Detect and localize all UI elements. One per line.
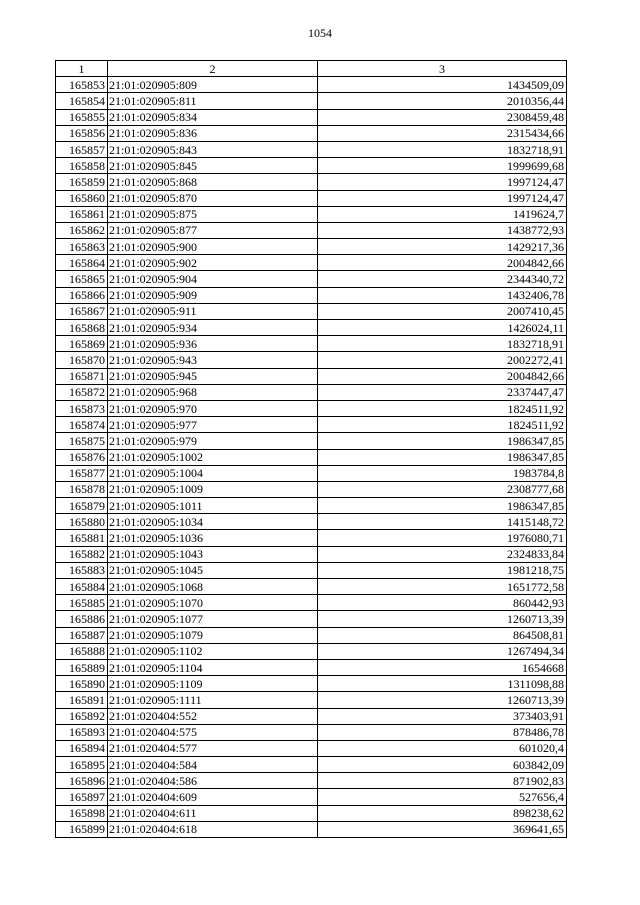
cadastral-value-cell: 1983784,8 (318, 465, 567, 481)
row-number-cell: 165855 (56, 109, 108, 125)
row-number-cell: 165880 (56, 514, 108, 530)
row-number-cell: 165898 (56, 805, 108, 821)
row-number-cell: 165872 (56, 384, 108, 400)
table-row (56, 255, 567, 271)
page-number: 1054 (308, 26, 332, 40)
cadastral-number-cell: 21:01:020905:1036 (108, 530, 318, 546)
row-number-cell: 165870 (56, 352, 108, 368)
cadastral-value-cell: 1426024,11 (318, 320, 567, 336)
row-number-cell: 165866 (56, 287, 108, 303)
cadastral-number-cell: 21:01:020404:552 (108, 708, 318, 724)
cadastral-number-cell: 21:01:020404:609 (108, 789, 318, 805)
table-row (56, 336, 567, 352)
cadastral-value-cell: 864508,81 (318, 627, 567, 643)
table-row (56, 190, 567, 206)
table-row (56, 579, 567, 595)
column-header-2: 2 (108, 61, 318, 77)
table-row (56, 320, 567, 336)
row-number-cell: 165885 (56, 595, 108, 611)
cadastral-number-cell: 21:01:020905:875 (108, 206, 318, 222)
cadastral-value-cell: 1997124,47 (318, 174, 567, 190)
table-row (56, 562, 567, 578)
row-number-cell: 165874 (56, 417, 108, 433)
row-number-cell: 165857 (56, 141, 108, 157)
row-number-cell: 165891 (56, 692, 108, 708)
cadastral-number-cell: 21:01:020404:577 (108, 740, 318, 756)
header-row (56, 61, 567, 77)
cadastral-value-cell: 2002272,41 (318, 352, 567, 368)
cadastral-value-cell: 1981218,75 (318, 562, 567, 578)
column-header-3: 3 (318, 61, 567, 77)
row-number-cell: 165883 (56, 562, 108, 578)
row-number-cell: 165859 (56, 174, 108, 190)
table-body (56, 77, 567, 838)
cadastral-number-cell: 21:01:020905:945 (108, 368, 318, 384)
cadastral-number-cell: 21:01:020404:584 (108, 757, 318, 773)
cadastral-value-cell: 1429217,36 (318, 239, 567, 255)
table-row (56, 271, 567, 287)
row-number-cell: 165884 (56, 579, 108, 595)
table-row (56, 93, 567, 109)
cadastral-value-cell: 1651772,58 (318, 579, 567, 595)
row-number-cell: 165865 (56, 271, 108, 287)
cadastral-number-cell: 21:01:020905:1079 (108, 627, 318, 643)
cadastral-number-cell: 21:01:020404:575 (108, 724, 318, 740)
cadastral-value-cell: 373403,91 (318, 708, 567, 724)
table-row (56, 708, 567, 724)
table-row (56, 676, 567, 692)
row-number-cell: 165879 (56, 498, 108, 514)
table-row (56, 530, 567, 546)
table-row (56, 433, 567, 449)
cadastral-value-cell: 369641,65 (318, 821, 567, 837)
cadastral-value-cell: 1832718,91 (318, 141, 567, 157)
row-number-cell: 165876 (56, 449, 108, 465)
row-number-cell: 165873 (56, 400, 108, 416)
cadastral-number-cell: 21:01:020905:911 (108, 303, 318, 319)
cadastral-value-cell: 1986347,85 (318, 433, 567, 449)
cadastral-number-cell: 21:01:020905:968 (108, 384, 318, 400)
cadastral-value-cell: 1999699,68 (318, 158, 567, 174)
table-row (56, 821, 567, 837)
table-row (56, 449, 567, 465)
cadastral-number-cell: 21:01:020905:1068 (108, 579, 318, 595)
cadastral-value-cell: 1311098,88 (318, 676, 567, 692)
cadastral-value-cell: 1260713,39 (318, 611, 567, 627)
table-row (56, 287, 567, 303)
cadastral-number-cell: 21:01:020905:1109 (108, 676, 318, 692)
row-number-cell: 165875 (56, 433, 108, 449)
row-number-cell: 165862 (56, 222, 108, 238)
cadastral-value-cell: 860442,93 (318, 595, 567, 611)
table-row (56, 222, 567, 238)
table-row (56, 206, 567, 222)
table-row (56, 400, 567, 416)
cadastral-number-cell: 21:01:020905:1102 (108, 643, 318, 659)
table-row (56, 239, 567, 255)
cadastral-value-cell: 871902,83 (318, 773, 567, 789)
cadastral-value-cell: 898238,62 (318, 805, 567, 821)
cadastral-number-cell: 21:01:020905:909 (108, 287, 318, 303)
cadastral-number-cell: 21:01:020905:934 (108, 320, 318, 336)
table-row (56, 352, 567, 368)
cadastral-number-cell: 21:01:020905:834 (108, 109, 318, 125)
row-number-cell: 165894 (56, 740, 108, 756)
cadastral-number-cell: 21:01:020905:843 (108, 141, 318, 157)
cadastral-value-cell: 1438772,93 (318, 222, 567, 238)
cadastral-number-cell: 21:01:020905:1070 (108, 595, 318, 611)
table-row (56, 109, 567, 125)
row-number-cell: 165886 (56, 611, 108, 627)
cadastral-number-cell: 21:01:020905:1077 (108, 611, 318, 627)
row-number-cell: 165878 (56, 481, 108, 497)
cadastral-number-cell: 21:01:020404:586 (108, 773, 318, 789)
cadastral-value-cell: 2315434,66 (318, 125, 567, 141)
cadastral-number-cell: 21:01:020905:1011 (108, 498, 318, 514)
cadastral-value-cell: 1432406,78 (318, 287, 567, 303)
table-row (56, 498, 567, 514)
row-number-cell: 165882 (56, 546, 108, 562)
row-number-cell: 165869 (56, 336, 108, 352)
row-number-cell: 165890 (56, 676, 108, 692)
cadastral-number-cell: 21:01:020905:1009 (108, 481, 318, 497)
row-number-cell: 165897 (56, 789, 108, 805)
row-number-cell: 165853 (56, 77, 108, 93)
table-row (56, 773, 567, 789)
row-number-cell: 165889 (56, 659, 108, 675)
cadastral-number-cell: 21:01:020905:977 (108, 417, 318, 433)
table-header (56, 61, 567, 77)
row-number-cell: 165868 (56, 320, 108, 336)
cadastral-number-cell: 21:01:020905:845 (108, 158, 318, 174)
cadastral-value-cell: 1824511,92 (318, 417, 567, 433)
table-row (56, 481, 567, 497)
table-row (56, 125, 567, 141)
column-header-1: 1 (56, 61, 108, 77)
cadastral-number-cell: 21:01:020905:1004 (108, 465, 318, 481)
cadastral-value-cell: 1415148,72 (318, 514, 567, 530)
table-row (56, 805, 567, 821)
cadastral-value-cell: 1976080,71 (318, 530, 567, 546)
cadastral-value-cell: 878486,78 (318, 724, 567, 740)
row-number-cell: 165895 (56, 757, 108, 773)
row-number-cell: 165877 (56, 465, 108, 481)
cadastral-value-cell: 2344340,72 (318, 271, 567, 287)
table-row (56, 627, 567, 643)
cadastral-value-cell: 2324833,84 (318, 546, 567, 562)
row-number-cell: 165896 (56, 773, 108, 789)
row-number-cell: 165893 (56, 724, 108, 740)
cadastral-number-cell: 21:01:020905:1034 (108, 514, 318, 530)
table-row (56, 303, 567, 319)
row-number-cell: 165864 (56, 255, 108, 271)
row-number-cell: 165892 (56, 708, 108, 724)
table-row (56, 77, 567, 93)
cadastral-value-cell: 1997124,47 (318, 190, 567, 206)
cadastral-value-cell: 2004842,66 (318, 368, 567, 384)
table-row (56, 384, 567, 400)
cadastral-value-cell: 1434509,09 (318, 77, 567, 93)
cadastral-value-table (55, 60, 567, 838)
cadastral-value-cell: 2007410,45 (318, 303, 567, 319)
cadastral-value-cell: 2010356,44 (318, 93, 567, 109)
table-row (56, 546, 567, 562)
row-number-cell: 165861 (56, 206, 108, 222)
cadastral-number-cell: 21:01:020905:809 (108, 77, 318, 93)
cadastral-number-cell: 21:01:020905:904 (108, 271, 318, 287)
cadastral-number-cell: 21:01:020905:1045 (108, 562, 318, 578)
cadastral-number-cell: 21:01:020905:1111 (108, 692, 318, 708)
cadastral-value-cell: 2308777,68 (318, 481, 567, 497)
row-number-cell: 165858 (56, 158, 108, 174)
cadastral-number-cell: 21:01:020404:618 (108, 821, 318, 837)
cadastral-number-cell: 21:01:020905:811 (108, 93, 318, 109)
row-number-cell: 165887 (56, 627, 108, 643)
cadastral-number-cell: 21:01:020905:970 (108, 400, 318, 416)
cadastral-value-cell: 2337447,47 (318, 384, 567, 400)
cadastral-value-cell: 1260713,39 (318, 692, 567, 708)
table-row (56, 141, 567, 157)
cadastral-number-cell: 21:01:020905:870 (108, 190, 318, 206)
row-number-cell: 165856 (56, 125, 108, 141)
table-row (56, 368, 567, 384)
table-row (56, 158, 567, 174)
table-row (56, 740, 567, 756)
cadastral-number-cell: 21:01:020905:900 (108, 239, 318, 255)
table-row (56, 757, 567, 773)
cadastral-value-cell: 1419624,7 (318, 206, 567, 222)
row-number-cell: 165860 (56, 190, 108, 206)
cadastral-value-cell: 2308459,48 (318, 109, 567, 125)
cadastral-value-cell: 1267494,34 (318, 643, 567, 659)
cadastral-number-cell: 21:01:020905:979 (108, 433, 318, 449)
cadastral-number-cell: 21:01:020905:1043 (108, 546, 318, 562)
table-row (56, 724, 567, 740)
cadastral-number-cell: 21:01:020905:902 (108, 255, 318, 271)
cadastral-number-cell: 21:01:020905:868 (108, 174, 318, 190)
row-number-cell: 165863 (56, 239, 108, 255)
cadastral-value-cell: 601020,4 (318, 740, 567, 756)
row-number-cell: 165867 (56, 303, 108, 319)
cadastral-value-cell: 603842,09 (318, 757, 567, 773)
cadastral-number-cell: 21:01:020905:877 (108, 222, 318, 238)
cadastral-number-cell: 21:01:020905:943 (108, 352, 318, 368)
cadastral-value-cell: 2004842,66 (318, 255, 567, 271)
row-number-cell: 165899 (56, 821, 108, 837)
cadastral-value-cell: 1654668 (318, 659, 567, 675)
row-number-cell: 165871 (56, 368, 108, 384)
table-row (56, 643, 567, 659)
cadastral-value-cell: 1986347,85 (318, 498, 567, 514)
table-row (56, 595, 567, 611)
cadastral-number-cell: 21:01:020404:611 (108, 805, 318, 821)
table-row (56, 417, 567, 433)
table-row (56, 174, 567, 190)
cadastral-value-cell: 1832718,91 (318, 336, 567, 352)
cadastral-number-cell: 21:01:020905:836 (108, 125, 318, 141)
row-number-cell: 165881 (56, 530, 108, 546)
table-row (56, 514, 567, 530)
row-number-cell: 165888 (56, 643, 108, 659)
table-row (56, 611, 567, 627)
cadastral-number-cell: 21:01:020905:1104 (108, 659, 318, 675)
table-row (56, 659, 567, 675)
table-row (56, 789, 567, 805)
cadastral-value-cell: 527656,4 (318, 789, 567, 805)
cadastral-value-cell: 1824511,92 (318, 400, 567, 416)
cadastral-value-cell: 1986347,85 (318, 449, 567, 465)
cadastral-number-cell: 21:01:020905:1002 (108, 449, 318, 465)
cadastral-number-cell: 21:01:020905:936 (108, 336, 318, 352)
table-row (56, 465, 567, 481)
table-row (56, 692, 567, 708)
row-number-cell: 165854 (56, 93, 108, 109)
